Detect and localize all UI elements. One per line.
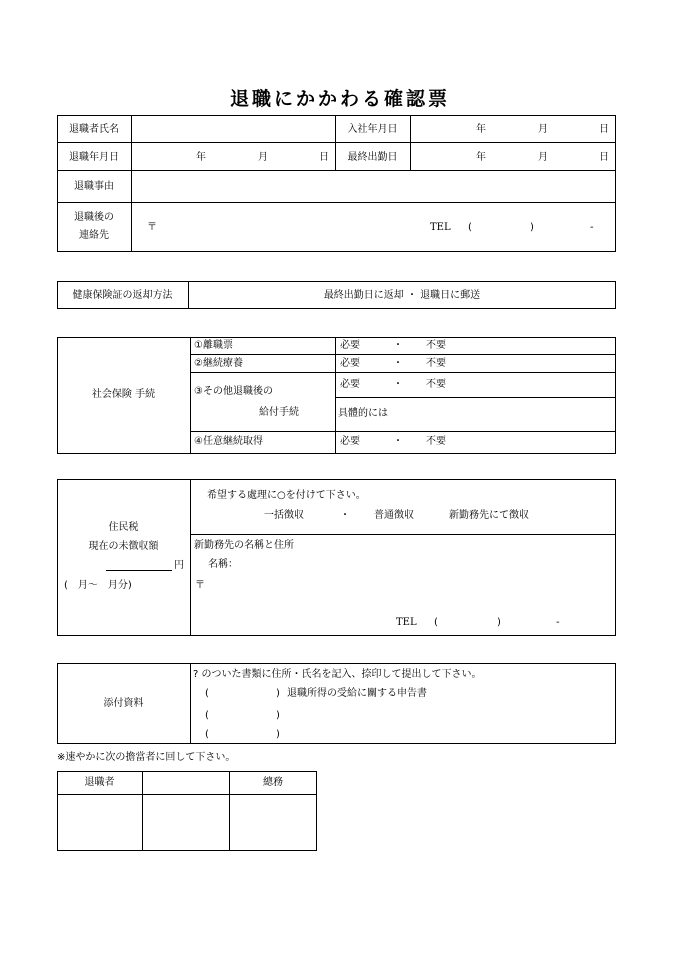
item3-specific-field[interactable] [395, 398, 615, 431]
routing-col-retiree: 退職者 [84, 777, 115, 788]
hire-date-label: 入社年月日 [347, 124, 398, 135]
resident-tax-label: 住民税 [108, 522, 139, 533]
retiree-name-label: 退職者氏名 [69, 124, 119, 135]
routing-col-general-affairs: 總務 [263, 777, 283, 788]
item1-dot: ・ [393, 340, 403, 351]
doc2-mark-field[interactable] [212, 708, 274, 722]
item1-required[interactable]: 必要 [340, 340, 360, 351]
tax-instruction: 希望する處理に○を付けて下さい。 [207, 490, 366, 501]
item3-not-required[interactable]: 不要 [426, 379, 446, 390]
doc1-close: ) [276, 688, 280, 699]
contact-field[interactable] [132, 203, 615, 251]
last-work-day-unit: 日 [599, 152, 609, 163]
retire-date-label: 退職年月日 [69, 152, 119, 163]
item4-name: ④任意継続取得 [194, 436, 263, 447]
routing-note: ※速やかに次の擔當者に回して下さい。 [57, 752, 236, 763]
retire-day-unit: 日 [319, 152, 329, 163]
hire-day-unit: 日 [599, 124, 609, 135]
attachments-label: 添付資料 [103, 698, 144, 709]
last-work-year-unit: 年 [476, 152, 486, 163]
option-dot: ・ [340, 510, 350, 521]
last-work-month-unit: 月 [538, 152, 548, 163]
new-employer-postal-mark: 〒 [195, 580, 205, 591]
new-employer-name-label: 名稱： [208, 559, 238, 570]
item3-dot: ・ [393, 379, 403, 390]
doc2-close: ) [276, 710, 280, 721]
attachments-instruction: ? のついた書類に住所・氏名を記入、捺印して提出して下さい。 [193, 669, 482, 680]
new-employer-tel-dash: - [556, 617, 560, 628]
insurance-card-label: 健康保険証の返却方法 [72, 290, 173, 301]
new-employer-tel-label: TEL [396, 617, 417, 628]
item4-not-required[interactable]: 不要 [426, 436, 446, 447]
item3-name: ③その他退職後の [194, 386, 273, 397]
doc1-mark-field[interactable] [212, 686, 274, 700]
doc1-name: 退職所得の受給に關する申告書 [287, 688, 427, 699]
item2-dot: ・ [393, 358, 403, 369]
social-insurance-label: 社会保険 手続 [91, 389, 156, 400]
uncollected-amount-field[interactable] [106, 556, 172, 570]
ordinary-collection-option[interactable]: 普通徴収 [374, 510, 414, 521]
uncollected-amount-line [106, 570, 172, 571]
item3-specific-label: 具體的には [338, 408, 388, 419]
last-work-date-field[interactable] [411, 143, 615, 170]
new-employer-tel-open: ( [434, 617, 438, 628]
doc2-open: ( [205, 710, 209, 721]
item3-name-line2: 給付手続 [259, 407, 299, 418]
tel-open-paren: ( [468, 222, 472, 233]
item4-dot: ・ [393, 436, 403, 447]
routing-stamp-middle[interactable] [143, 795, 229, 850]
tel-label: TEL [430, 222, 451, 233]
hire-month-unit: 月 [538, 124, 548, 135]
uncollected-label: 現在の未徴収額 [88, 541, 159, 552]
last-work-label: 最終出勤日 [347, 152, 398, 163]
retiree-name-field[interactable] [132, 116, 335, 142]
new-employer-name-field[interactable] [245, 555, 615, 573]
doc3-mark-field[interactable] [212, 727, 274, 741]
period-text: ( 月～ 月分) [64, 580, 132, 591]
retire-month-unit: 月 [258, 152, 268, 163]
new-employer-tel-close: ) [497, 617, 501, 628]
contact-label-line1: 退職後の [74, 212, 114, 223]
new-employer-address-field[interactable] [208, 576, 615, 612]
form-title: 退職にかかわる確認票 [229, 88, 450, 110]
item2-not-required[interactable]: 不要 [426, 358, 446, 369]
tel-dash: - [590, 222, 594, 233]
reason-label: 退職事由 [74, 181, 114, 192]
routing-stamp-retiree[interactable] [58, 795, 142, 850]
item1-not-required[interactable]: 不要 [426, 340, 446, 351]
item1-name: ①離職票 [194, 340, 233, 351]
contact-label-line2: 連絡先 [79, 230, 109, 241]
new-employer-collection-option[interactable]: 新勤務先にて徴収 [449, 510, 529, 521]
doc3-open: ( [205, 729, 209, 740]
item2-name: ②継続療養 [194, 358, 243, 369]
insurance-card-options[interactable]: 最終出勤日に返却 ・ 退職日に郵送 [323, 290, 481, 301]
item4-required[interactable]: 必要 [340, 436, 360, 447]
hire-date-field[interactable] [411, 116, 615, 142]
hire-year-unit: 年 [476, 124, 486, 135]
tel-close-paren: ) [530, 222, 534, 233]
retire-date-field[interactable] [132, 143, 335, 170]
postal-mark: 〒 [147, 222, 157, 233]
new-employer-label: 新勤務先の名稱と住所 [194, 540, 294, 551]
retire-year-unit: 年 [196, 152, 206, 163]
item2-required[interactable]: 必要 [340, 358, 360, 369]
yen-unit: 円 [174, 560, 184, 571]
reason-field[interactable] [132, 171, 615, 202]
routing-stamp-general-affairs[interactable] [230, 795, 316, 850]
doc1-open: ( [205, 688, 209, 699]
item3-required[interactable]: 必要 [340, 379, 360, 390]
doc3-close: ) [276, 729, 280, 740]
lump-sum-option[interactable]: 一括徴収 [264, 510, 304, 521]
